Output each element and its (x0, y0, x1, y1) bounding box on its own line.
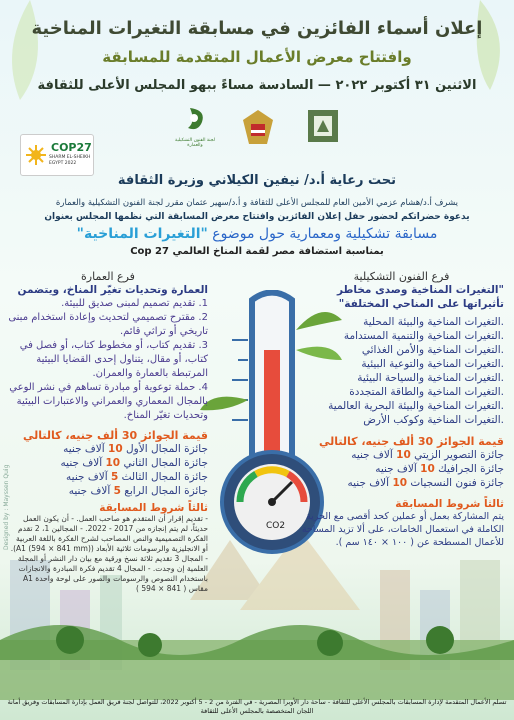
prize-row (8, 456, 208, 470)
topic-item: .التغيرات المناخية والتوعية البيئية (361, 358, 504, 370)
visual-arts-column (299, 270, 504, 549)
prize-unit: آلاف جنيه (347, 477, 390, 489)
brush-emblem-icon (180, 104, 210, 134)
architecture-intro: العمارة وتحديات تغيّر المناخ، ويتضمن (17, 284, 208, 296)
committee-logo (170, 104, 220, 149)
patronage-line: تحت رعاية أ.د/ نيفين الكيلاني وزيرة الثقافة (117, 173, 397, 188)
prize-unit: آلاف جنيه (68, 485, 111, 497)
prize-name: جائزة المجال الثاني (123, 457, 208, 469)
headline: إعلان أسماء الفائزين في مسابقة التغيرات المناخية (31, 18, 483, 39)
topic-item: .التغيرات المناخية والبيئة المحلية (363, 316, 504, 328)
cop27-text: COP27 (51, 141, 92, 154)
cop27-subtext: SHARM EL-SHEIKH EGYPT 2022 (49, 155, 91, 166)
prize-row (8, 442, 208, 456)
sun-icon (24, 143, 48, 167)
prize-amount: 10 (396, 449, 411, 461)
prize-name: جائزة المجال الثالث (121, 471, 208, 483)
architecture-item: 1. تقديم تصميم لمبنى صديق للبيئة. (61, 298, 208, 309)
visual-arts-prizes (299, 448, 504, 490)
committee-label: لجنة الفنون التشكيلية والعمارة (175, 138, 215, 148)
prize-row (8, 470, 208, 484)
prize-name: جائزة المجال الرابع (124, 485, 208, 497)
designer-watermark: Designed by : Mayssen Quig (3, 464, 10, 550)
cop27-logo (20, 134, 94, 176)
prize-amount: 5 (110, 471, 119, 483)
supervisors-line: يشرف أ.د/هشام عزمي الأمين العام للمجلس الأعلى للثقافة و أ.د/سهير عثمان مقرر لجنة الفنون التشكيلية والعمارة (55, 198, 459, 208)
prize-name: جائزة المجال الأول (126, 443, 208, 455)
prize-unit: آلاف جنيه (60, 457, 103, 469)
egypt-emblem-logo (235, 104, 281, 150)
prize-unit: آلاف جنيه (375, 463, 417, 475)
architecture-cond-text: - تقديم إقرار أن المتقدم هو صاحب العمل. - أن يكون العمل حديثاً، لم يتم إنجازه من 2017 - 2022. - المجالين 1، 2 تقدم الفكرة التصميمية والنص المصاحب لشرح الفكرة باللغة العربية أو الانجليزية والرسومات ثلاثية الأبعاد (A1 (594 × 841 mm)). - المجال 3 تقديم ثلاثة نسخ ورقية مع بيان دار النشر أو المجلة العلمية إن وجدت. - المجال 4 تقديم فكرة المبادرة والانجازات باستخدام النصوص والرسومات والصور على لوحة واحدة A1 مقاس ( 841 × 594 ) (10, 514, 208, 593)
topic-item: .التغيرات المناخية والطاقة المتجددة (349, 386, 504, 398)
visual-arts-cond-title: ثالثاً شروط المسابقة (395, 498, 504, 510)
topic-item: .التغيرات المناخية وكوكب الأرض (363, 414, 504, 426)
prize-amount: 10 (108, 443, 123, 455)
topic-item: .التغيرات المناخية والتنمية المستدامة (343, 330, 504, 342)
event-date: الاثنين ٣١ أكتوبر ٢٠٢٢ — السادسة مساءً ببهو المجلس الأعلى للثقافة (37, 78, 477, 93)
visual-arts-prize-title: قيمة الجوائز 30 ألف جنيه، كالتالي (319, 435, 504, 448)
prize-amount: 10 (105, 457, 121, 469)
prize-name: جائزة الجرافيك (438, 463, 504, 475)
prize-unit: آلاف جنيه (66, 471, 108, 483)
prize-amount: 10 (420, 463, 435, 475)
architecture-item: 2. مقترح تصميمي لتحديث وإعادة استخدام مبنى تاريخي أو تراثي قائم. (8, 312, 208, 337)
visual-arts-intro: "التغيرات المناخية وصدى مخاطر تأثيراتها على المناحي المختلفة" (337, 284, 504, 310)
competition-topic: "التغيرات المناخية" (76, 226, 208, 242)
topic-item: .التغيرات المناخية والسياحة البيئية (357, 372, 504, 384)
prize-amount: 10 (392, 477, 408, 489)
prize-amount: 5 (113, 485, 121, 497)
visual-arts-topics (299, 315, 504, 427)
architecture-column (8, 270, 208, 594)
subheadline: وافتتاح معرض الأعمال المتقدمة للمسابقة (102, 48, 412, 66)
architecture-item: 4. حملة توعوية أو مبادرة تساهم في نشر الوعي بالمجال المعماري والعمراني والاعتبارات البيئية وتحديات تغيّر المناخ. (9, 382, 208, 421)
architecture-prize-title: قيمة الجوائز 30 ألف جنيه، كالتالي (23, 429, 208, 442)
visual-arts-branch: فرع الفنون التشكيلية (353, 270, 450, 283)
architecture-prizes (8, 442, 208, 498)
occasion-line: بمناسبة استضافة مصر لقمة المناخ العالمي Cop 27 (130, 246, 384, 257)
prize-row (8, 484, 208, 498)
architecture-cond-title: ثالثاً شروط المسابقة (99, 502, 208, 514)
visual-arts-cond-text: يتم المشاركة بعمل أو عملين كحد أقصى مع الحرية الكاملة في استعمال الخامات، على ألا تزيد المساحة للأعمال المسطحة عن ( ١٠٠ × ١٤٠ سم ). (301, 511, 504, 548)
svg-text:CO2: CO2 (266, 521, 286, 531)
architecture-item: 3. تقديم كتاب، أو مخطوط كتاب، أو فصل في كتاب، أو مقال، يتناول إحدى القضايا البيئية المرتبطة بالعمارة والعمران. (19, 340, 208, 379)
prize-row (299, 476, 504, 490)
footer-note: تسلم الأعمال المتقدمة لإدارة المسابقات بالمجلس الأعلى للثقافة - ساحة دار الأوبرا المصرية - في الفترة من 2 - 5 أكتوبر 2022، للتواصل لجنة فريق العمل بإدارة المسابقات وفريق أمانة اللجان المتخصصة بالمجلس الأعلى للثقافة (7, 698, 507, 715)
prize-name: جائزة التصوير الزيتي (414, 449, 504, 461)
prize-unit: آلاف جنيه (63, 443, 105, 455)
council-logo (300, 102, 346, 150)
competition-prefix: مسابقة تشكيلية ومعمارية حول موضوع (212, 226, 438, 242)
topic-item: .التغيرات المناخية والبيئة البحرية العالمية (328, 400, 504, 412)
prize-name: جائزة فنون النسجيات (410, 477, 504, 489)
invitation-line: يدعوة حضراتكم لحضور حفل إعلان الفائزين وافتتاح معرض المسابقة التي نظمها المجلس بعنوان (44, 212, 470, 222)
prize-row (299, 448, 504, 462)
architecture-branch: فرع العمارة (81, 270, 135, 283)
prize-unit: آلاف جنيه (351, 449, 393, 461)
prize-row (299, 462, 504, 476)
competition-title (0, 226, 514, 242)
topic-item: .التغيرات المناخية والأمن الغذائي (361, 344, 504, 356)
